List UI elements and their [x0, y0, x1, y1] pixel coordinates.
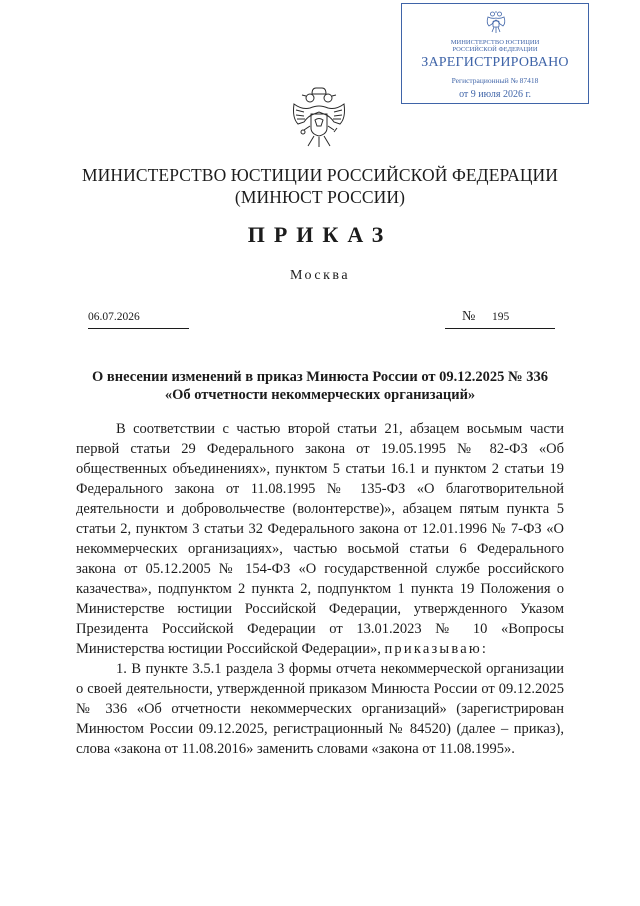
item-1-paragraph: 1. В пункте 3.5.1 раздела 3 формы отчета некоммерческой организации о своей деятельности, утвержденной приказом Минюста России от 09.12.2025 № 336 «Об отчетности некоммерческих организаций» (зарегистрирован Минюстом России 09.12.2025, регистрационный № 84520) (далее – приказ), слова «закона от 11.08.2016» заменить словами «закона от 11.08.1995».: [76, 661, 564, 757]
document-type: ПРИКАЗ: [247, 222, 393, 247]
order-date-underline: [88, 328, 189, 329]
coat-of-arms-icon: [290, 84, 348, 150]
stamp-status: ЗАРЕГИСТРИРОВАНО: [421, 55, 569, 70]
order-date: 06.07.2026: [88, 311, 140, 323]
ministry-name: [0, 164, 640, 208]
order-title-line1: О внесении изменений в приказ Минюста России от 09.12.2025 № 336: [92, 369, 548, 385]
order-number-underline: [445, 328, 555, 329]
preamble-text: В соответствии с частью второй статьи 21, абзацем восьмым части первой статьи 29 Федерального закона от 19.05.1995 № 82-ФЗ «Об общественных объединениях», пунктом 5 статьи 16.1 и пунктом 2 статьи 19 Федерального закона от 11.08.1995 № 135-ФЗ «О благотворительной деятельности и добровольчестве (волонтерстве)», абзацем пятым пункта 5 статьи 2, пунктом 3 статьи 32 Федерального закона от 12.01.1996 № 7-ФЗ «О некоммерческих организациях», частью восьмой статьи 6 Федерального закона от 05.12.2005 № 154-ФЗ «О государственной службе российского казачества», подпунктом 2 пункта 2, подпунктом 1 пункта 19 Положения о Министерстве юстиции Российской Федерации, утвержденного Указом Президента Российской Федерации от 13.01.2023 № 10 «Вопросы Министерства юстиции Российской Федерации»,: [76, 421, 564, 657]
coat-of-arms-icon: [485, 9, 507, 35]
ministry-line1: МИНИСТЕРСТВО ЮСТИЦИИ РОССИЙСКОЙ ФЕДЕРАЦИИ: [81, 165, 559, 185]
order-number: 195: [492, 311, 510, 323]
ministry-line2: (МИНЮСТ РОССИИ): [234, 187, 406, 207]
order-title-line2: «Об отчетности некоммерческих организаций»: [164, 387, 476, 403]
stamp-reg-number: Регистрационный № 87418: [451, 76, 539, 85]
order-title: [60, 368, 580, 404]
registration-stamp: [401, 3, 589, 104]
number-sign: №: [462, 309, 476, 324]
order-body: [76, 419, 564, 759]
city: Москва: [289, 268, 351, 283]
order-word: приказываю:: [384, 641, 489, 657]
preamble-paragraph: [76, 419, 564, 659]
stamp-ministry-line1: МИНИСТЕРСТВО ЮСТИЦИИ: [450, 39, 540, 46]
stamp-date: от 9 июля 2026 г.: [459, 89, 531, 100]
stamp-ministry-line2: РОССИЙСКОЙ ФЕДЕРАЦИИ: [452, 46, 538, 53]
